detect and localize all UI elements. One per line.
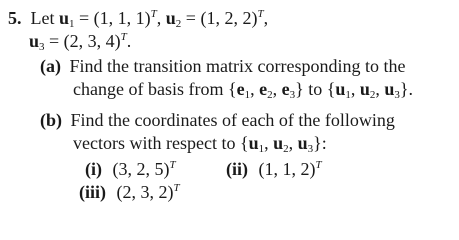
problem-intro-render-2: $u_3 = (2$, 3, 4)$^T$. [29, 31, 132, 53]
subpart-ii-render: (1, 1, 2)$^T$ [258, 159, 322, 179]
part-a-line-2 [73, 79, 414, 101]
subpart-iii [79, 183, 180, 201]
subpart-i [85, 160, 176, 178]
part-a-line-1 [40, 57, 405, 75]
subpart-ii-label: (ii) [226, 159, 248, 179]
problem-intro-render-1: Let $u_1 = (1$, 1, 1)$^T$, $u_2 = (1$, 2, 2)$^T$, [26, 8, 269, 30]
subpart-i-label: (i) [85, 159, 102, 179]
part-b-text-1: Find the coordinates of each of the following [70, 110, 395, 130]
subpart-iii-label: (iii) [79, 182, 106, 202]
part-a-render-2: change of basis from {$e_1$, $e_2$, $e_3$} to {$u_1$, $u_2$, $u_3$}. [73, 79, 414, 101]
part-b-label: (b) [40, 110, 62, 130]
problem-number: 5. [8, 8, 22, 28]
subpart-iii-render: (2, 3, 2)$^T$ [116, 182, 180, 202]
part-b-line-2 [73, 133, 327, 155]
part-a-label: (a) [40, 56, 61, 76]
part-b-render-2: vectors with respect to {$u_1$, $u_2$, $u_3$}: [73, 133, 327, 155]
problem-intro-line-1 [8, 8, 269, 30]
part-a-text-1: Find the transition matrix corresponding to the [69, 56, 406, 76]
subpart-i-render: (3, 2, 5)$^T$ [112, 159, 176, 179]
problem-intro-line-2 [29, 31, 132, 53]
part-b-line-1 [40, 111, 395, 129]
subpart-ii [226, 160, 322, 178]
